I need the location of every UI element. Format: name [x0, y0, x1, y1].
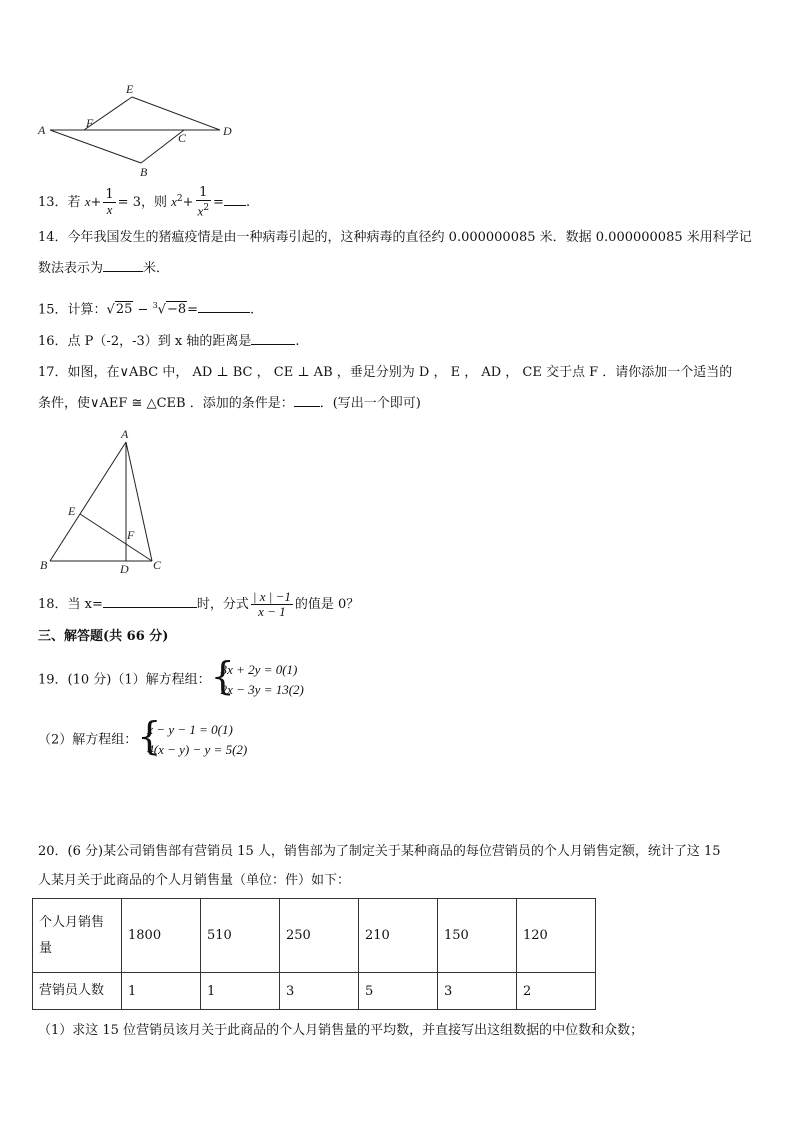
q16-answer-blank[interactable] [251, 332, 295, 345]
q15-radicand2: −8 [166, 302, 187, 318]
q17-pre: 条件，使∨AEF ≅ △CEB ．添加的条件是： [38, 396, 294, 411]
q15-radicand1: 25 [115, 302, 133, 318]
q19-pre: 19．(10 分)（1）解方程组： [38, 672, 211, 688]
q18-frac [251, 590, 293, 619]
label-F: F [86, 116, 94, 130]
question-16 [38, 332, 300, 351]
section-3-title-text: 三、解答题(共 66 分) [38, 629, 169, 644]
q13-frac1 [103, 188, 115, 217]
line-AB [50, 130, 141, 163]
table-cell: 120 [517, 899, 596, 973]
q13-frac1-num: 1 [105, 187, 114, 203]
line-AB [50, 442, 126, 561]
q20-sub1-text: （1）求这 15 位营销员该月关于此商品的个人月销售量的平均数，并直接写出这组数据的中位数和众数； [38, 1023, 644, 1038]
q13-op: + [90, 195, 102, 211]
table-row-header: 个人月销售量 [33, 899, 122, 973]
line-AC [126, 442, 152, 561]
q13-var: x [84, 194, 91, 210]
q19-eq3: x − y − 1 = 0(1) [147, 722, 233, 737]
question-18 [38, 590, 359, 619]
q19-brace2: { [137, 714, 162, 758]
q13-text: 若 [67, 195, 81, 211]
q17-post: ．(写出一个即可) [319, 396, 421, 411]
line-ED [132, 97, 220, 130]
q13-answer-blank[interactable] [224, 193, 246, 206]
label-E: E [126, 82, 134, 96]
q13-frac2-den-var: x [197, 203, 204, 219]
question-20-sub1 [38, 1022, 643, 1040]
q15-root-index: 3 [152, 301, 158, 310]
q13-op2: + [182, 195, 194, 211]
question-19-part1 [38, 654, 304, 700]
q13-end: . [245, 195, 251, 211]
label-D: D [120, 562, 129, 576]
q13-frac2-num: 1 [196, 186, 212, 201]
q18-answer-blank[interactable] [103, 595, 197, 608]
table-row-header: 营销员人数 [33, 973, 122, 1010]
q15-answer-blank[interactable] [198, 300, 250, 313]
question-17-line1 [38, 364, 732, 382]
table-cell: 1 [201, 973, 280, 1010]
q17-answer-blank[interactable] [294, 394, 320, 407]
table-cell: 3 [438, 973, 517, 1010]
q15-minus: − [133, 302, 153, 318]
question-20-line1 [38, 843, 721, 861]
figure-triangle [34, 425, 184, 577]
q19-eq4: 4(x − y) − y = 5(2) [147, 742, 248, 757]
question-19-part2 [38, 714, 248, 760]
sales-table [32, 898, 596, 1010]
table-cell: 3 [280, 973, 359, 1010]
table-cell: 5 [359, 973, 438, 1010]
section-3-title [38, 628, 168, 646]
q14-text: 14．今年我国发生的猪瘟疫情是由一种病毒引起的，这种病毒的直径约 0.000000085 米．数据 0.000000085 米用科学记 [38, 230, 752, 245]
table-cell: 1800 [122, 899, 201, 973]
q18-post: 的值是 0？ [294, 597, 360, 612]
question-17-line2 [38, 394, 421, 413]
table-cell: 150 [438, 899, 517, 973]
q13-exp: 2 [176, 193, 183, 204]
label-F: F [127, 528, 135, 542]
q15-sqrt-sign: √ [106, 302, 115, 318]
label-E: E [68, 504, 76, 518]
q13-var2: x [171, 194, 177, 210]
q20-text2: 人某月关于此商品的个人月销售量（单位：件）如下： [38, 873, 351, 888]
q16-end: . [295, 334, 300, 349]
label-A: A [38, 123, 46, 137]
q13-frac2 [196, 186, 212, 219]
figure-quadrilateral-svg [34, 80, 244, 180]
label-C: C [178, 131, 187, 145]
q20-text: 20．(6 分)某公司销售部有营销员 15 人，销售部为了制定关于某种商品的每位营销员的个人月销售定额，统计了这 15 [38, 844, 721, 859]
q13-frac1-den: x [106, 202, 113, 218]
q17-text: 17．如图，在∨ABC 中， AD ⊥ BC ， CE ⊥ AB ，垂足分别为 D ， E ， AD ， CE 交于点 F ．请你添加一个适当的 [38, 365, 733, 380]
label-A: A [121, 427, 129, 441]
table-cell: 1 [122, 973, 201, 1010]
q14-answer-blank[interactable] [103, 259, 143, 272]
q18-frac-num: | x | −1 [252, 589, 291, 604]
q19-eq2: 2x − 3y = 13(2) [220, 682, 304, 697]
table-cell: 250 [280, 899, 359, 973]
q14-pre: 数法表示为 [38, 261, 104, 276]
q16-pre: 16．点 P（-2，-3）到 x 轴的距离是 [38, 334, 252, 349]
q19-eq1: 3x + 2y = 0(1) [220, 662, 298, 677]
table-cell: 210 [359, 899, 438, 973]
q14-post: 米． [143, 261, 170, 276]
q19-system1 [210, 654, 304, 700]
q13-frac2-den-exp: 2 [203, 203, 210, 213]
question-14-line2 [38, 259, 169, 278]
q18-pre: 18．当 x= [38, 597, 103, 612]
line-CE [80, 514, 152, 561]
figure-quadrilateral [34, 80, 244, 180]
table-row [33, 973, 596, 1010]
question-15 [38, 297, 254, 319]
figure-triangle-svg [34, 425, 184, 577]
q13-frac2-den [196, 201, 212, 219]
label-B: B [140, 165, 148, 179]
q15-cbrt-sign: √ [157, 302, 166, 318]
question-20-line2 [38, 872, 350, 890]
q19-pre2: （2）解方程组： [38, 732, 138, 748]
table-row [33, 899, 596, 973]
q13-number: 13． [38, 195, 68, 211]
question-14-line1 [38, 229, 752, 247]
label-B: B [40, 558, 48, 572]
q15-pre: 15．计算： [38, 302, 107, 318]
q15-end: . [250, 302, 255, 318]
table-cell: 2 [517, 973, 596, 1010]
q15-eq: = [187, 302, 199, 318]
label-C: C [153, 558, 162, 572]
q13-eq: = 3，则 [117, 195, 167, 211]
q18-mid: 时，分式 [196, 597, 249, 612]
question-13 [38, 186, 250, 219]
q19-system2 [137, 714, 248, 760]
q18-frac-den: x − 1 [258, 604, 286, 619]
q13-eq2: = [213, 195, 224, 211]
label-D: D [223, 124, 232, 138]
q19-brace1: { [210, 654, 235, 698]
table-cell: 510 [201, 899, 280, 973]
